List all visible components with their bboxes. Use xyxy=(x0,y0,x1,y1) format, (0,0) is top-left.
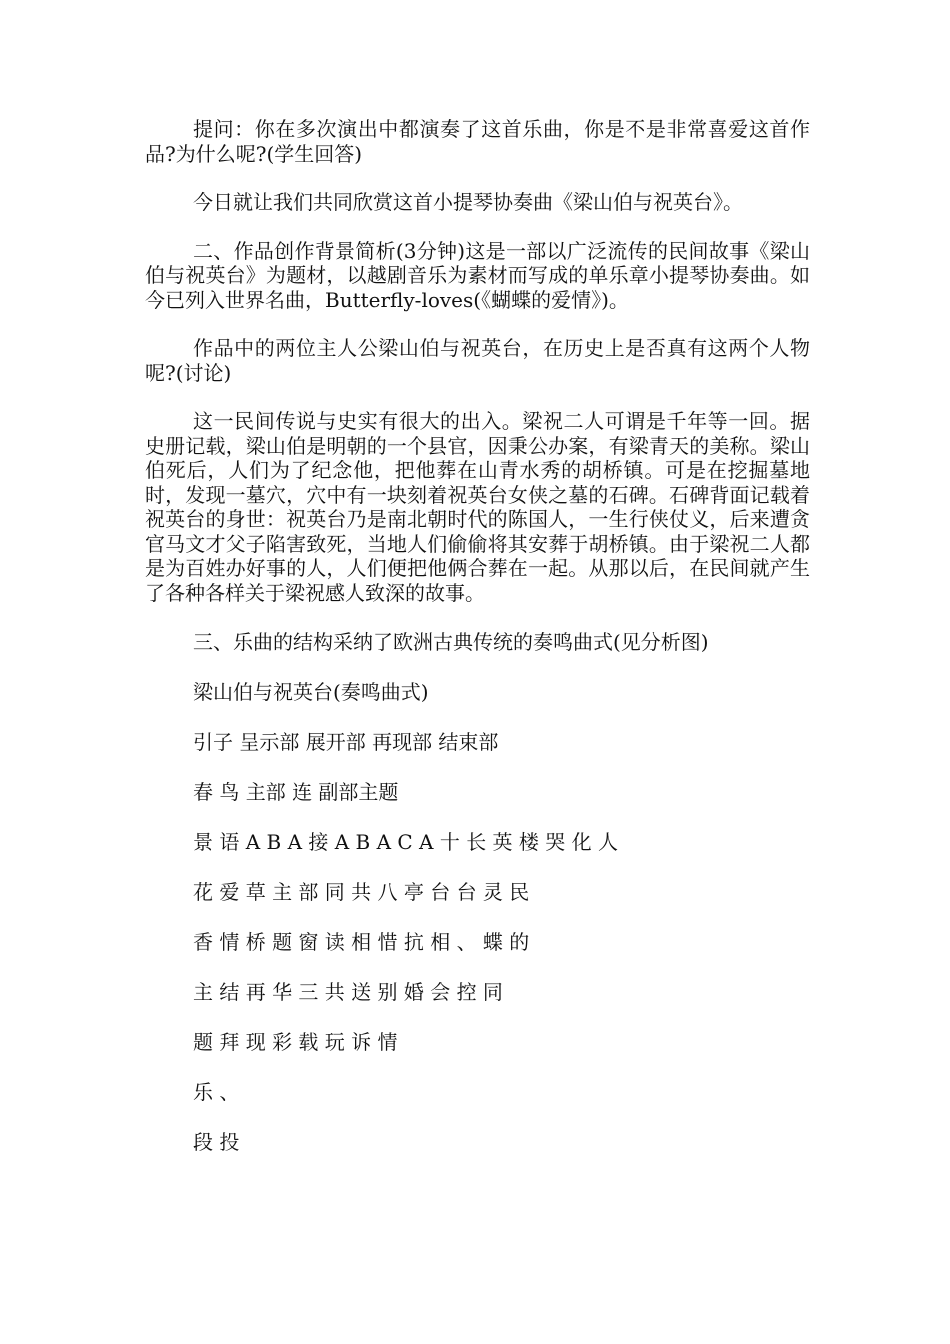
paragraph-question: 提问：你在多次演出中都演奏了这首乐曲，你是不是非常喜爱这首作品?为什么呢?(学生回答) xyxy=(145,117,810,166)
structure-row: 春 鸟 主部 连 副部主题 xyxy=(193,780,399,804)
document-body xyxy=(145,117,810,1155)
structure-row: 主 结 再 华 三 共 送 别 婚 会 控 同 xyxy=(193,980,503,1004)
structure-analysis xyxy=(145,630,810,1155)
paragraph-history: 这一民间传说与史实有很大的出入。梁祝二人可谓是千年等一回。据史册记载，梁山伯是明朝的一个县官，因秉公办案，有梁青天的美称。梁山伯死后，人们为了纪念他，把他葬在山青水秀的胡桥镇。可是在挖掘墓地时，发现一墓穴，穴中有一块刻着祝英台女侠之墓的石碑。石碑背面记载着祝英台的身世：祝英台乃是南北朝时代的陈国人，一生行侠仗义，后来遭贪官马文才父子陷害致死，当地人们偷偷将其安葬于胡桥镇。由于梁祝二人都是为百姓办好事的人，人们便把他俩合葬在一起。从那以后，在民间就产生了各种各样关于梁祝感人致深的故事。 xyxy=(145,409,810,605)
structure-row: 花 爱 草 主 部 同 共 八 亭 台 台 灵 民 xyxy=(193,880,530,904)
structure-row: 景 语 A B A 接 A B A C A 十 长 英 楼 哭 化 人 xyxy=(193,830,618,854)
structure-row: 引子 呈示部 展开部 再现部 结束部 xyxy=(193,730,499,754)
structure-row: 题 拜 现 彩 载 玩 诉 情 xyxy=(193,1030,398,1054)
structure-title: 梁山伯与祝英台(奏鸣曲式) xyxy=(193,680,429,704)
paragraph-background: 二、作品创作背景简析(3分钟)这是一部以广泛流传的民间故事《梁山伯与祝英台》为题材，以越剧音乐为素材而写成的单乐章小提琴协奏曲。如今已列入世界名曲，Butterfly-loves(《蝴蝶的爱情》)。 xyxy=(145,238,810,312)
structure-row: 段 投 xyxy=(193,1130,240,1154)
structure-row: 香 情 桥 题 窗 读 相 惜 抗 相 、 蝶 的 xyxy=(193,930,530,954)
structure-heading: 三、乐曲的结构采纳了欧洲古典传统的奏鸣曲式(见分析图) xyxy=(193,630,709,654)
paragraph-discussion: 作品中的两位主人公梁山伯与祝英台，在历史上是否真有这两个人物呢?(讨论) xyxy=(145,336,810,385)
paragraph-intro: 今日就让我们共同欣赏这首小提琴协奏曲《梁山伯与祝英台》。 xyxy=(193,190,743,214)
structure-row: 乐 、 xyxy=(193,1080,240,1104)
